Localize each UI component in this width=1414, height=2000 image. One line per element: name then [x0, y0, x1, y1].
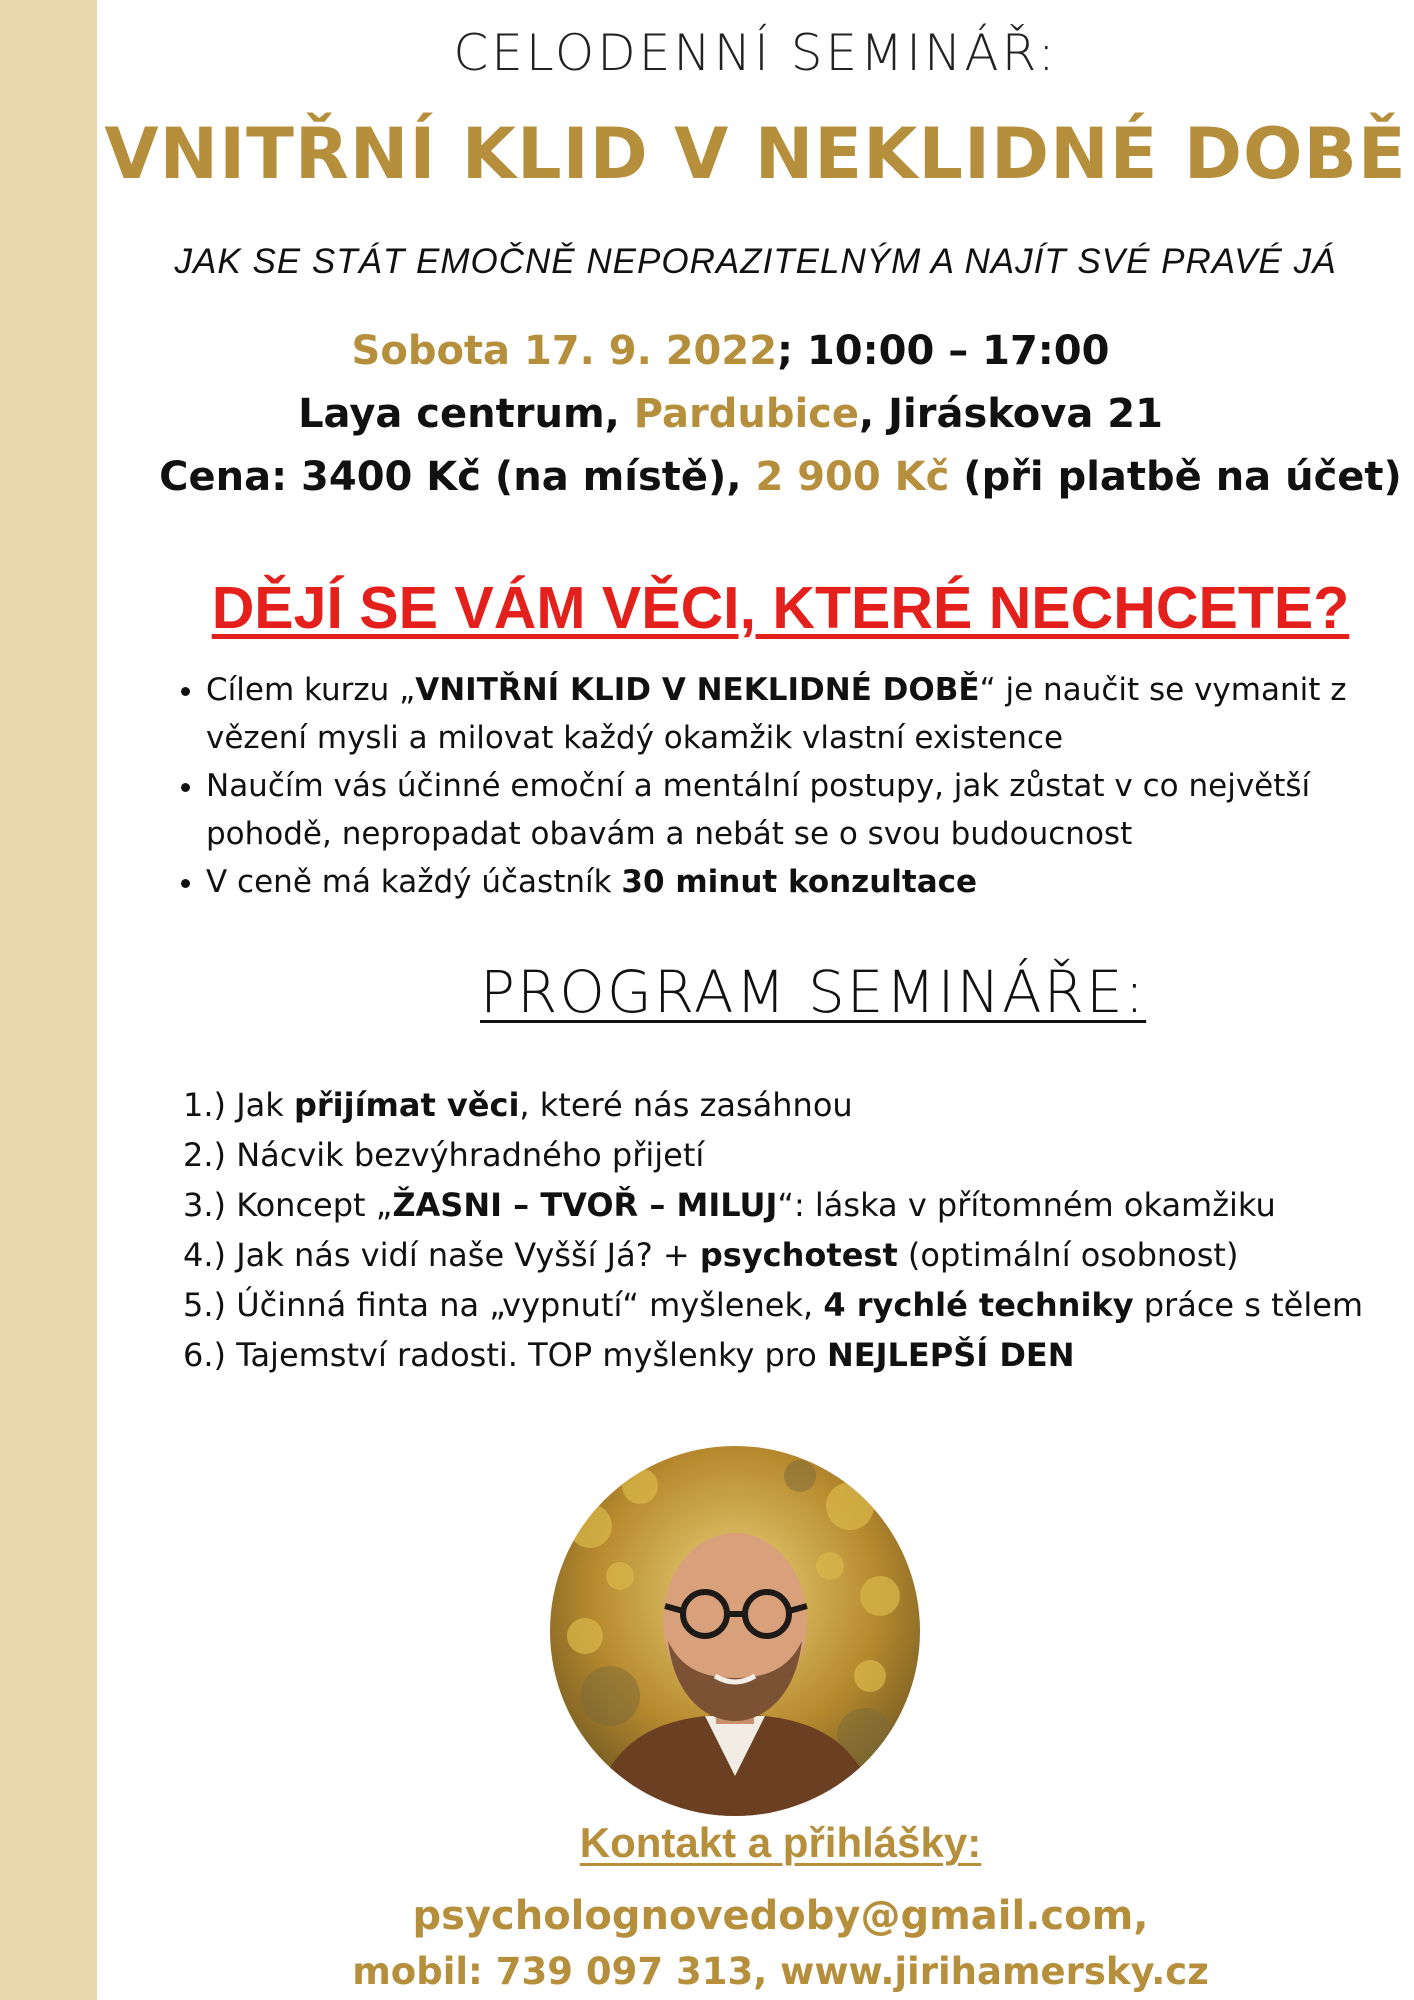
event-venue — [47, 391, 1414, 437]
presenter-photo — [550, 1446, 920, 1816]
contact-title: Kontakt a přihlášky: — [579, 1819, 982, 1866]
list-item: 4.) Jak nás vidí naše Vyšší Já? + psychotest (optimální osobnost) — [183, 1236, 1239, 1274]
seminar-kicker: CELODENNÍ SEMINÁŘ: — [453, 24, 1058, 82]
program-title: PROGRAM SEMINÁŘE: — [480, 958, 1147, 1026]
event-time: ; 10:00 – 17:00 — [777, 328, 1110, 374]
list-item: 2.) Nácvik bezvýhradného přijetí — [183, 1136, 705, 1174]
seminar-subtitle: JAK SE STÁT EMOČNĚ NEPORAZITELNÝM A NAJÍT SVÉ PRAVÉ JÁ — [174, 242, 1337, 281]
price-before: Cena: 3400 Kč (na místě), — [159, 454, 756, 500]
list-item: • V ceně má každý účastník 30 minut konzultace — [206, 858, 1396, 906]
contact-phone-web[interactable]: mobil: 739 097 313, www.jirihamersky.cz — [352, 1950, 1209, 1993]
venue-after: , Jiráskova 21 — [859, 391, 1163, 437]
list-item: 1.) Jak přijímat věci, které nás zasáhnou — [183, 1086, 853, 1124]
seminar-title: VNITŘNÍ KLID V NEKLIDNÉ DOBĚ — [104, 113, 1407, 195]
list-item: • Naučím vás účinné emoční a mentální postupy, jak zůstat v co největší pohodě, nepropadat obavám a nebát se o svou budoucnost — [206, 762, 1396, 858]
list-item: • Cílem kurzu „VNITŘNÍ KLID V NEKLIDNÉ DOBĚ“ je naučit se vymanit z vězení mysli a milovat každý okamžik vlastní existence — [206, 666, 1396, 762]
program-list — [183, 1080, 1363, 1380]
event-date: Sobota 17. 9. 2022 — [351, 328, 778, 374]
price-after: (při platbě na účet) — [949, 454, 1402, 500]
event-price — [147, 454, 1414, 500]
list-item: 6.) Tajemství radosti. TOP myšlenky pro NEJLEPŠÍ DEN — [183, 1336, 1075, 1374]
contact-email-link[interactable]: psycholognovedoby@gmail.com, — [412, 1893, 1149, 1939]
headline-question: DĚJÍ SE VÁM VĚCI, KTERÉ NECHCETE? — [211, 575, 1350, 641]
event-date-time — [47, 328, 1414, 374]
presenter-portrait-icon — [550, 1446, 920, 1816]
side-stripe — [0, 0, 97, 2000]
venue-before: Laya centrum, — [298, 391, 634, 437]
list-item: 3.) Koncept „ŽASNI – TVOŘ – MILUJ“: láska v přítomném okamžiku — [183, 1186, 1276, 1224]
bullet-list — [160, 666, 1396, 906]
price-discount: 2 900 Kč — [755, 454, 950, 500]
list-item: 5.) Účinná finta na „vypnutí“ myšlenek, 4 rychlé techniky práce s tělem — [183, 1286, 1364, 1324]
venue-city: Pardubice — [633, 391, 860, 437]
